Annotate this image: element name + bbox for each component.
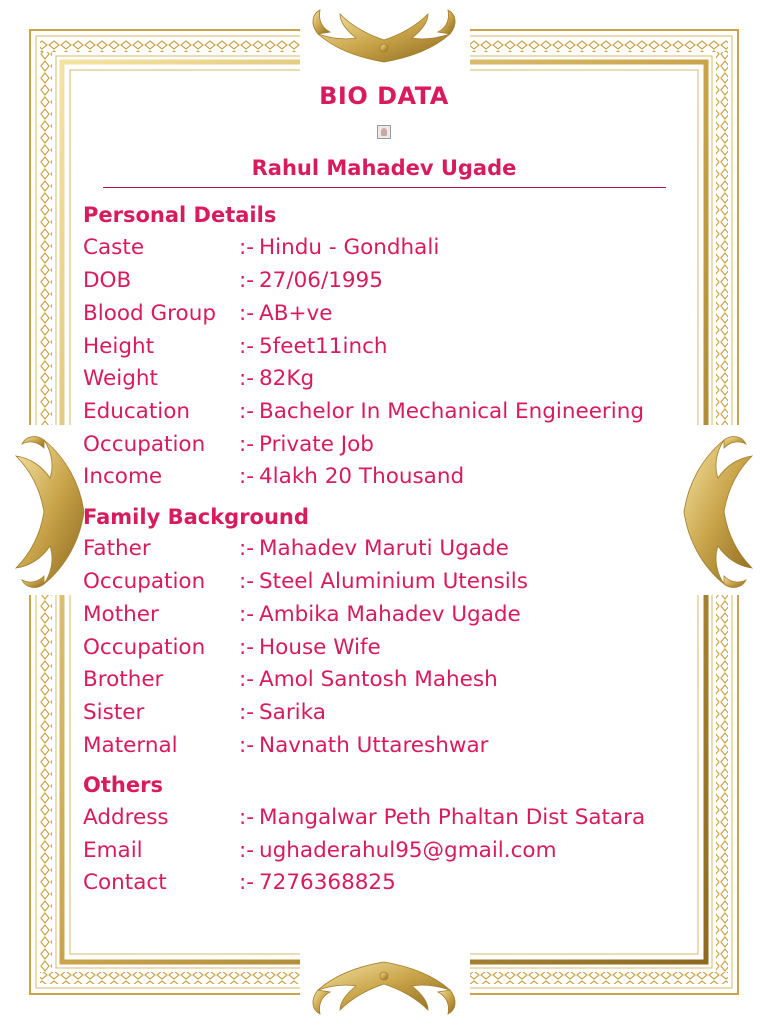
detail-label: Occupation — [83, 635, 206, 660]
detail-label: Email — [83, 838, 143, 863]
detail-label: Caste — [83, 235, 145, 260]
detail-separator: :- — [239, 268, 255, 293]
detail-separator: :- — [239, 733, 255, 758]
detail-separator: :- — [239, 432, 255, 457]
detail-label: Occupation — [83, 569, 206, 594]
detail-separator: :- — [239, 870, 255, 895]
detail-value: 82Kg — [259, 366, 315, 391]
detail-label: Education — [83, 399, 191, 424]
detail-separator: :- — [239, 700, 255, 725]
detail-label: DOB — [83, 268, 132, 293]
detail-value: Bachelor In Mechanical Engineering — [259, 399, 645, 424]
detail-label: Mother — [83, 602, 159, 627]
detail-value: Sarika — [259, 700, 326, 725]
detail-separator: :- — [239, 301, 255, 326]
detail-separator: :- — [239, 569, 255, 594]
detail-value: ughaderahul95@gmail.com — [259, 838, 557, 863]
detail-value: 5feet11inch — [259, 334, 388, 359]
detail-label: Contact — [83, 870, 167, 895]
detail-label: Height — [83, 334, 155, 359]
detail-label: Income — [83, 464, 163, 489]
detail-separator: :- — [239, 805, 255, 830]
section-heading-others: Others — [83, 773, 163, 797]
photo-icon — [377, 125, 391, 139]
detail-label: Sister — [83, 700, 145, 725]
detail-separator: :- — [239, 366, 255, 391]
detail-label: Maternal — [83, 733, 178, 758]
detail-label: Address — [83, 805, 169, 830]
detail-value: Ambika Mahadev Ugade — [259, 602, 521, 627]
detail-label: Occupation — [83, 432, 206, 457]
detail-value: 27/06/1995 — [259, 268, 383, 293]
detail-separator: :- — [239, 602, 255, 627]
detail-label: Weight — [83, 366, 158, 391]
detail-value: Amol Santosh Mahesh — [259, 667, 498, 692]
person-name: Rahul Mahadev Ugade — [251, 156, 517, 180]
detail-label: Father — [83, 536, 151, 561]
detail-value: Mangalwar Peth Phaltan Dist Satara — [259, 805, 646, 830]
detail-separator: :- — [239, 334, 255, 359]
detail-value: House Wife — [259, 635, 381, 660]
detail-label: Blood Group — [83, 301, 216, 326]
detail-label: Brother — [83, 667, 164, 692]
detail-value: Hindu - Gondhali — [259, 235, 440, 260]
detail-separator: :- — [239, 635, 255, 660]
detail-separator: :- — [239, 536, 255, 561]
detail-separator: :- — [239, 464, 255, 489]
divider — [103, 187, 666, 188]
detail-value: AB+ve — [259, 301, 333, 326]
section-heading-family: Family Background — [83, 505, 309, 529]
detail-value: 7276368825 — [259, 870, 396, 895]
detail-separator: :- — [239, 667, 255, 692]
detail-separator: :- — [239, 235, 255, 260]
detail-value: Private Job — [259, 432, 374, 457]
detail-separator: :- — [239, 838, 255, 863]
detail-value: Mahadev Maruti Ugade — [259, 536, 509, 561]
section-heading-personal: Personal Details — [83, 203, 277, 227]
detail-separator: :- — [239, 399, 255, 424]
detail-value: Navnath Uttareshwar — [259, 733, 489, 758]
page-title: BIO DATA — [319, 82, 449, 110]
detail-value: 4lakh 20 Thousand — [259, 464, 465, 489]
detail-value: Steel Aluminium Utensils — [259, 569, 528, 594]
